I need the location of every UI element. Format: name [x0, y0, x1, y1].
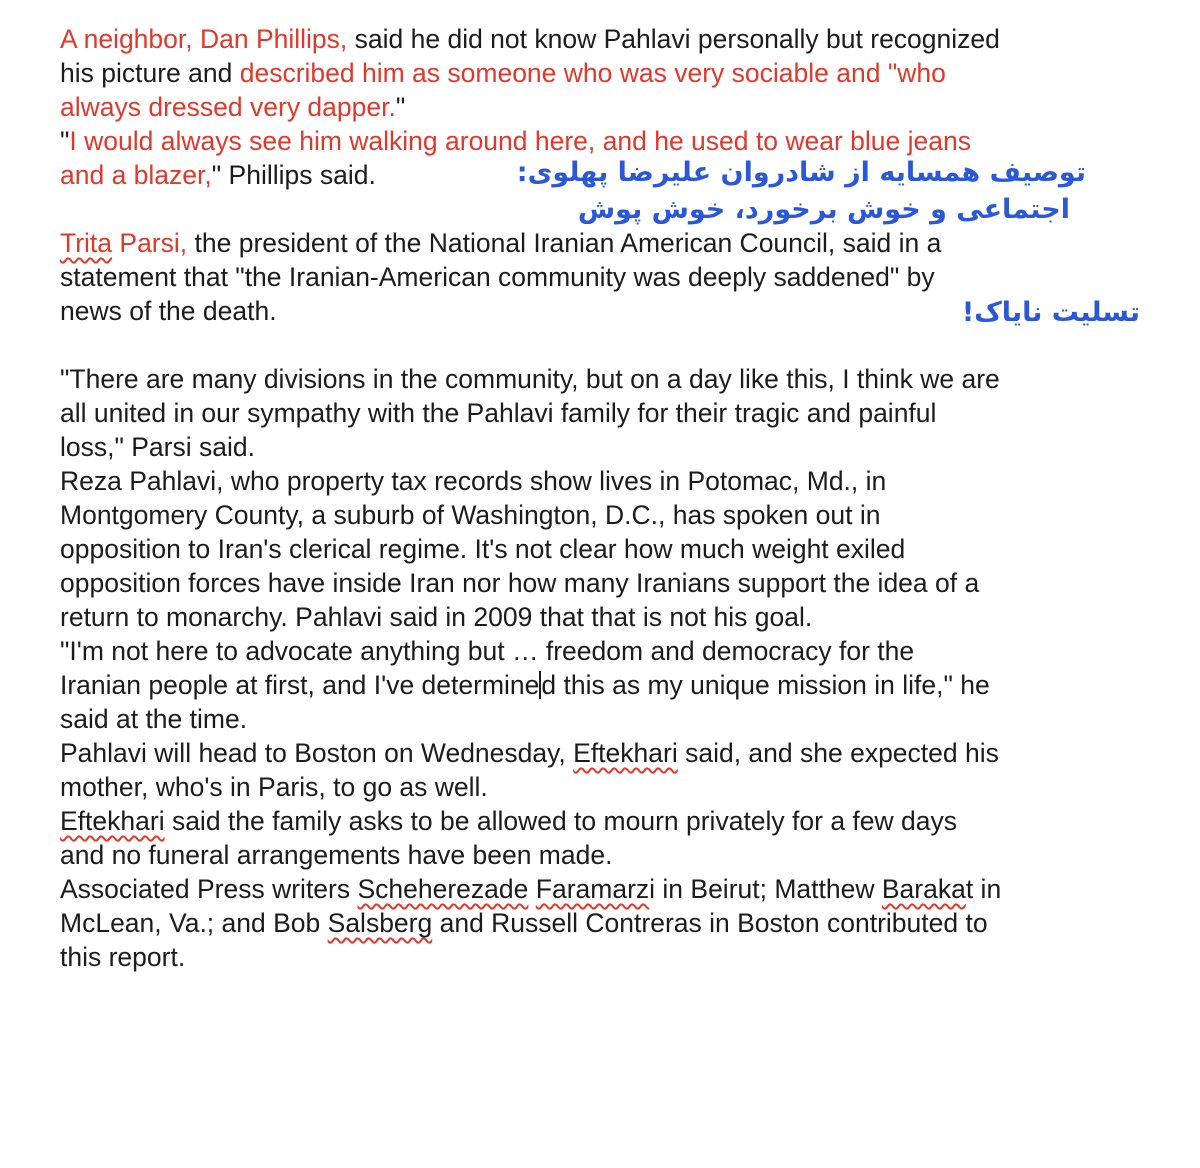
- text-line: said at the time.: [60, 704, 248, 734]
- text-line: [60, 226, 1130, 260]
- farsi-annotation: اجتماعی و خوش برخورد، خوش پوش: [577, 194, 1070, 225]
- text-line: and no funeral arrangements have been made.: [60, 840, 613, 870]
- text-run: t in: [965, 874, 1002, 904]
- text-run: McLean, Va.; and Bob: [60, 908, 328, 938]
- misspelled-word[interactable]: Scheherezade: [357, 874, 529, 904]
- text-line: loss," Parsi said.: [60, 432, 255, 462]
- text-line: [60, 906, 1130, 940]
- misspelled-word[interactable]: Eftekhari: [60, 806, 165, 836]
- text-line: this report.: [60, 942, 186, 972]
- highlighted-text: A neighbor, Dan Phillips,: [60, 24, 348, 54]
- text-run: [528, 874, 535, 904]
- text-run: and Russell Contreras in Boston contributed to: [432, 908, 988, 938]
- text-line: [60, 668, 1130, 702]
- text-run: said the family asks to be allowed to mourn privately for a few days: [164, 806, 958, 836]
- text-line: all united in our sympathy with the Pahlavi family for their tragic and painful: [60, 398, 937, 428]
- text-line: opposition to Iran's clerical regime. It's not clear how much weight exiled: [60, 534, 906, 564]
- text-line: [60, 872, 1130, 906]
- text-run: ": [60, 126, 70, 156]
- misspelled-word[interactable]: Faramarz: [535, 874, 650, 904]
- farsi-annotation: توصیف همسایه از شادروان علیرضا پهلوی:: [516, 157, 1086, 188]
- text-line: news of the death.: [60, 296, 277, 326]
- text-line: "I'm not here to advocate anything but … freedom and democracy for the: [60, 636, 915, 666]
- farsi-annotation: تسلیت نایاک!: [961, 297, 1140, 328]
- text-line: [60, 804, 1130, 838]
- text-line: return to monarchy. Pahlavi said in 2009 that that is not his goal.: [60, 602, 813, 632]
- text-line: [60, 90, 1130, 124]
- text-run: the president of the National Iranian American Council, said in a: [187, 228, 942, 258]
- text-run: his picture and: [60, 58, 240, 88]
- text-run: Associated Press writers: [60, 874, 358, 904]
- text-run: " Phillips said.: [211, 160, 376, 190]
- text-run: said he did not know Pahlavi personally but recognized: [347, 24, 1000, 54]
- text-run: said, and she expected his: [677, 738, 999, 768]
- blank-line: [60, 328, 1130, 362]
- text-line: [60, 124, 1130, 158]
- text-run: i in Beirut; Matthew: [649, 874, 882, 904]
- highlighted-text: I would always see him walking around here, and he used to wear blue jeans: [69, 126, 971, 156]
- misspelled-word[interactable]: Salsberg: [327, 908, 433, 938]
- highlighted-text: described him as someone who was very sociable and "who: [239, 58, 946, 88]
- text-run: Pahlavi will head to Boston on Wednesday,: [60, 738, 574, 768]
- text-line: statement that "the Iranian-American community was deeply saddened" by: [60, 262, 935, 292]
- highlighted-text: always dressed very dapper.: [60, 92, 396, 122]
- text-line: Reza Pahlavi, who property tax records show lives in Potomac, Md., in: [60, 466, 887, 496]
- text-line: [60, 22, 1130, 56]
- text-line: opposition forces have inside Iran nor how many Iranians support the idea of a: [60, 568, 980, 598]
- highlighted-text: Parsi,: [112, 228, 188, 258]
- misspelled-word[interactable]: Baraka: [881, 874, 966, 904]
- text-run: d this as my unique mission in life," he: [541, 670, 990, 700]
- text-line: [60, 736, 1130, 770]
- text-run: Iranian people at first, and I've determine: [60, 670, 540, 700]
- highlighted-text: and a blazer,: [60, 160, 212, 190]
- text-line: "There are many divisions in the community, but on a day like this, I think we are: [60, 364, 1000, 394]
- text-line: [60, 56, 1130, 90]
- text-line: mother, who's in Paris, to go as well.: [60, 772, 488, 802]
- text-line: Montgomery County, a suburb of Washington, D.C., has spoken out in: [60, 500, 881, 530]
- misspelled-word[interactable]: Trita: [60, 228, 113, 258]
- misspelled-word[interactable]: Eftekhari: [573, 738, 678, 768]
- text-run: ": [395, 92, 406, 122]
